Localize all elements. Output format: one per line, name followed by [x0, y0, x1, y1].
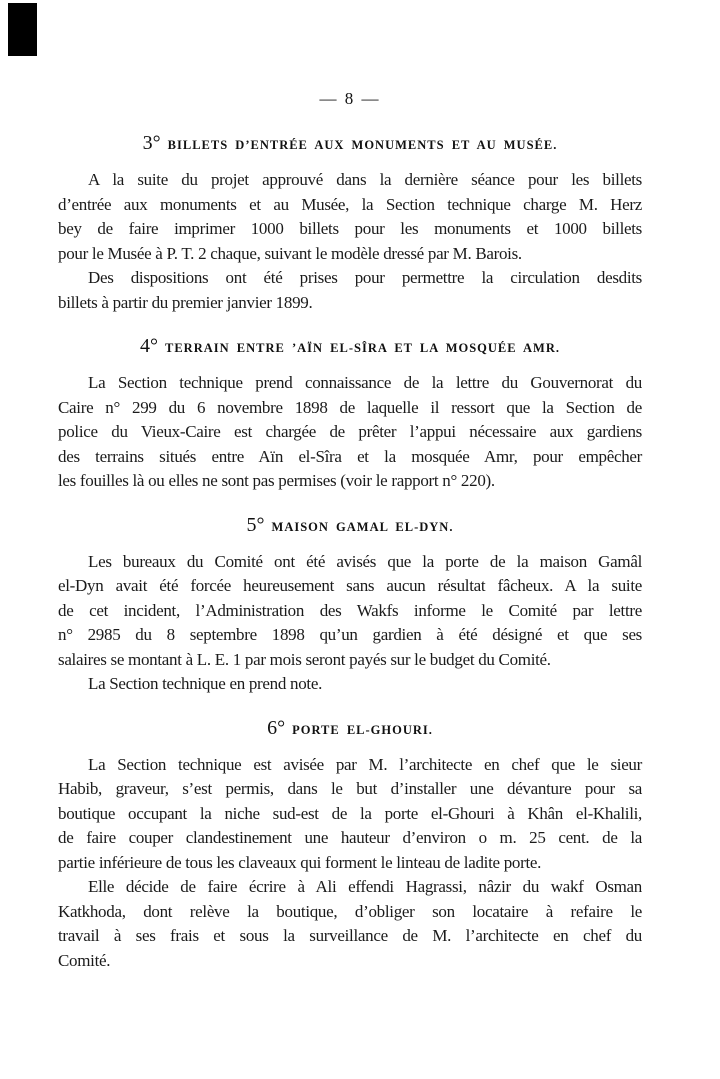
text-line: des terrains situés entre Aïn el-Sîra et la mosquée Amr, pour empêcher — [58, 446, 642, 466]
text-line: bey de faire imprimer 1000 billets pour les monuments et 1000 billets — [58, 219, 642, 238]
text-line: Elle décide de faire écrire à Ali effendi Hagrassi, nâzir du wakf Osman — [88, 877, 642, 896]
text-column — [58, 0, 642, 973]
page-number: — 8 — — [319, 89, 381, 108]
text-line: de cet incident, l’Administration des Wakfs informe le Comité par lettre — [58, 600, 642, 620]
text-line: police du Vieux-Caire est chargée de prêter l’appui nécessaire aux gardiens — [58, 422, 642, 441]
section-billets-entree — [58, 132, 642, 315]
text-line: partie inférieure de tous les claveaux qui forment le linteau de ladite porte. — [58, 852, 542, 872]
text-line: Des dispositions ont été prises pour permettre la circulation desdits — [88, 268, 642, 287]
heading-title: TERRAIN ENTRE ’AÏN EL-SÎRA ET LA MOSQUÉE AMR. — [165, 341, 560, 355]
heading-title: PORTE EL-GHOURI. — [292, 722, 433, 737]
text-line: boutique occupant la niche sud-est de la porte el-Ghouri à Khân el-Khalili, — [58, 803, 642, 823]
paragraph — [58, 875, 642, 973]
text-line: n° 2985 du 8 septembre 1898 qu’un gardien à été désigné et que ses — [58, 625, 642, 644]
text-line: Comité. — [58, 950, 111, 970]
text-line: A la suite du projet approuvé dans la dernière séance pour les billets — [88, 170, 642, 189]
heading-number: 3° — [142, 132, 161, 154]
paragraph — [58, 672, 642, 697]
heading-title: BILLETS D’ENTRÉE AUX MONUMENTS ET AU MUSÉE. — [167, 138, 558, 152]
section-porte-el-ghouri — [58, 717, 642, 974]
section-heading — [58, 717, 642, 742]
section-heading — [58, 132, 642, 157]
text-line: La Section technique en prend note. — [88, 674, 323, 693]
scan-corner-mark — [8, 3, 37, 56]
section-maison-gamal-el-dyn — [58, 514, 642, 697]
text-line: Caire n° 299 du 6 novembre 1898 de laquelle il ressort que la Section de — [58, 397, 642, 417]
heading-title: MAISON GAMAL EL-DYN. — [271, 519, 454, 534]
section-heading — [58, 514, 642, 539]
paragraph — [58, 168, 642, 266]
text-line: pour le Musée à P. T. 2 chaque, suivant le modèle dressé par M. Barois. — [58, 243, 522, 263]
heading-number: 5° — [246, 513, 265, 536]
text-line: Katkhoda, dont relève la boutique, d’obliger son locataire à refaire le — [58, 901, 642, 921]
text-line: de faire couper clandestinement une hauteur d’environ o m. 25 cent. de la — [58, 828, 642, 847]
section-terrain-ain-el-sira — [58, 335, 642, 494]
text-line: salaires se montant à L. E. 1 par mois seront payés sur le budget du Comité. — [58, 649, 551, 669]
text-line: Les bureaux du Comité ont été avisés que la porte de la maison Gamâl — [88, 551, 642, 571]
text-line: les fouilles là ou elles ne sont pas permises (voir le rapport n° 220). — [58, 471, 495, 490]
text-line: Habib, graveur, s’est permis, dans le but d’installer une dévanture pour sa — [58, 779, 642, 798]
heading-number: 6° — [267, 716, 286, 739]
paragraph — [58, 371, 642, 494]
text-line: La Section technique est avisée par M. l’architecte en chef que le sieur — [88, 754, 642, 774]
text-line: d’entrée aux monuments et au Musée, la Section technique charge M. Herz — [58, 194, 642, 214]
text-line: el-Dyn avait été forcée heureusement sans aucun résultat fâcheux. A la suite — [58, 576, 642, 595]
heading-number: 4° — [140, 335, 158, 357]
paragraph — [58, 753, 642, 876]
text-line: travail à ses frais et sous la surveillance de M. l’architecte en chef du — [58, 926, 642, 945]
paragraph — [58, 266, 642, 315]
text-line: billets à partir du premier janvier 1899. — [58, 292, 313, 312]
paragraph — [58, 550, 642, 673]
text-line: La Section technique prend connaissance de la lettre du Gouvernorat du — [88, 373, 642, 392]
section-heading — [58, 335, 642, 360]
